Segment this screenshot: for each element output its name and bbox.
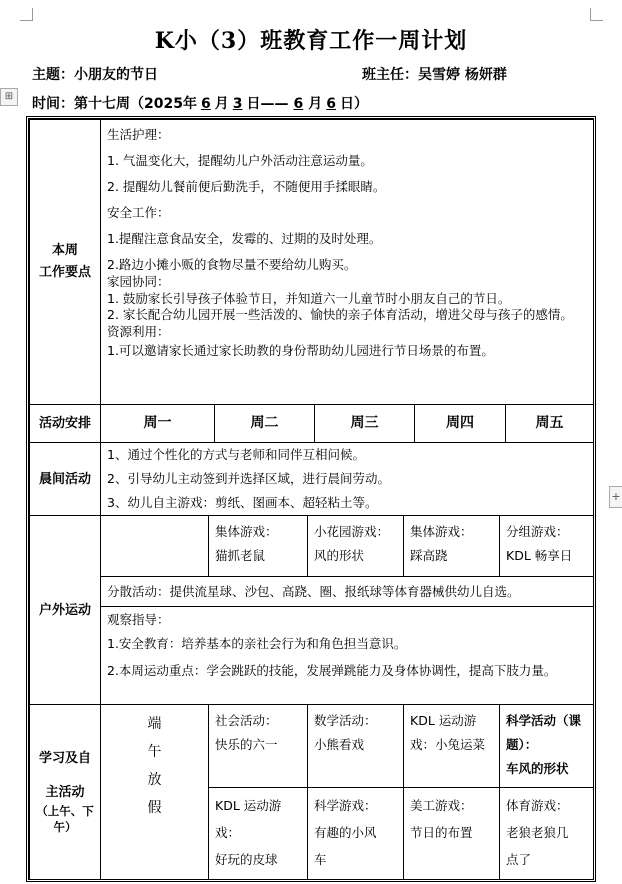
activity-type: KDL 运动游	[410, 713, 477, 728]
weekly-line: 家园协同：	[107, 274, 170, 289]
day-label: 周五	[535, 415, 564, 431]
day-label: 周二	[250, 415, 279, 431]
holiday-char: 午	[147, 744, 162, 760]
scattered-activity: 分散活动：提供流星球、沙包、高跷、圈、报纸球等体育器械供幼儿自选。	[107, 584, 520, 599]
start-day: 3	[232, 96, 243, 112]
game-name: 风的形状	[314, 548, 365, 563]
activity-name: 快乐的六一	[215, 737, 278, 752]
learning-r2-wed	[307, 787, 404, 880]
learning-r1-wed	[307, 704, 404, 788]
month-char: 月	[214, 96, 229, 112]
learning-r2-tue	[208, 787, 308, 880]
day-header-fri	[505, 404, 594, 443]
end-month: 6	[293, 96, 304, 112]
weekly-line: 资源利用：	[107, 324, 170, 339]
activity-type: 体育游戏：	[506, 798, 569, 813]
day-label: 周一	[143, 415, 172, 431]
time-line	[32, 93, 368, 113]
weekly-line: 生活护理：	[107, 127, 170, 142]
add-column-handle-icon[interactable]: +	[609, 486, 622, 508]
teacher-label: 班主任：	[362, 67, 418, 83]
learning-label-4: 午）	[53, 820, 77, 834]
start-month: 6	[200, 96, 211, 112]
activity-name-cont: 点了	[506, 852, 532, 867]
observe-title: 观察指导：	[107, 612, 170, 627]
weekly-line: 安全工作：	[107, 205, 170, 220]
game-name: 踩高跷	[410, 548, 448, 563]
activity-type: 美工游戏：	[410, 798, 473, 813]
activity-name: 车风的形状	[506, 761, 569, 776]
weekly-content-cell	[100, 119, 594, 405]
weekly-label-1: 本周	[51, 243, 78, 258]
activity-name: 小熊看戏	[314, 737, 365, 752]
activity-type: KDL 运动游	[215, 798, 282, 813]
activity-name: 有趣的小风	[314, 825, 377, 840]
learning-r1-thu	[403, 704, 500, 788]
weekly-line: 2.路边小摊小贩的食物尽量不要给幼儿购买。	[107, 257, 357, 272]
outdoor-label: 户外运动	[38, 602, 91, 618]
end-day: 6	[326, 96, 336, 112]
morning-label: 晨间活动	[38, 471, 91, 487]
teacher-line	[362, 64, 507, 84]
morning-item: 1、通过个性化的方式与老师和同伴互相问候。	[107, 447, 365, 462]
time-week: 第十七周（2025年	[74, 96, 197, 112]
teacher-value: 吴雪婷 杨妍群	[418, 67, 507, 83]
schedule-label-cell	[29, 404, 101, 443]
weekly-line: 1.可以邀请家长通过家长助教的身份帮助幼儿园进行节日场景的布置。	[107, 343, 494, 358]
day-label: 周四	[446, 415, 474, 431]
day-header-mon	[100, 404, 215, 443]
range-sep: 日——	[246, 96, 289, 112]
learning-r1-tue	[208, 704, 308, 788]
activity-name-cont: 车	[314, 852, 327, 867]
day-header-wed	[314, 404, 415, 443]
outdoor-blank-cell	[100, 515, 209, 577]
holiday-char: 端	[147, 716, 162, 732]
learning-label-3: （上午、下	[36, 804, 94, 818]
learning-label-2: 主活动	[45, 785, 85, 800]
outdoor-label-cell	[29, 515, 101, 705]
day-close: 日）	[339, 96, 368, 112]
activity-name: 好玩的皮球	[215, 852, 278, 867]
theme-value: 小朋友的节日	[74, 67, 158, 83]
outdoor-game-thu	[499, 515, 594, 577]
weekly-line: 2. 家长配合幼儿园开展一些活泼的、愉快的亲子体育活动，增进父母与孩子的感情。	[107, 307, 573, 322]
activity-type: 科学游戏：	[314, 798, 377, 813]
activity-type: 科学活动（课题）：	[506, 713, 582, 752]
activity-name: 戏：小兔运菜	[410, 737, 486, 752]
crop-mark-left	[20, 8, 33, 21]
morning-item: 3、幼儿自主游戏：剪纸、图画本、超轻粘土等。	[107, 495, 378, 510]
weekly-label-2: 工作要点	[38, 265, 91, 280]
game-name: KDL 畅享日	[506, 548, 573, 563]
weekly-line: 2. 提醒幼儿餐前便后勤洗手，不随便用手揉眼睛。	[107, 179, 386, 194]
morning-label-cell	[29, 442, 101, 516]
activity-name: 节日的布置	[410, 825, 473, 840]
game-name: 猫抓老鼠	[215, 548, 266, 563]
table-move-handle-icon[interactable]: ⊞	[0, 88, 18, 106]
day-label: 周三	[350, 415, 379, 431]
observe-item: 1.安全教育：培养基本的亲社会行为和角色担当意识。	[107, 636, 407, 651]
observe-item: 2.本周运动重点：学会跳跃的技能，发展弹跳能力及身体协调性，提高下肢力量。	[107, 663, 557, 678]
holiday-char: 放	[147, 772, 162, 788]
outdoor-game-tue	[307, 515, 404, 577]
weekly-line: 1. 气温变化大，提醒幼儿户外活动注意运动量。	[107, 153, 373, 168]
outdoor-observe-cell	[100, 606, 594, 705]
day-header-tue	[214, 404, 315, 443]
weekly-line: 1. 鼓励家长引导孩子体验节日，并知道六一儿童节时小朋友自己的节日。	[107, 291, 511, 306]
activity-type: 数学活动：	[314, 713, 377, 728]
outdoor-scattered-cell	[100, 576, 594, 607]
morning-content-cell	[100, 442, 594, 516]
game-type: 集体游戏：	[410, 524, 473, 539]
holiday-cell	[100, 704, 209, 880]
outdoor-game-mon	[208, 515, 308, 577]
schedule-label: 活动安排	[38, 416, 91, 431]
month-char-2: 月	[308, 96, 323, 112]
weekly-line: 1.提醒注意食品安全，发霉的、过期的及时处理。	[107, 231, 382, 246]
day-header-thu	[414, 404, 506, 443]
learning-r2-thu	[403, 787, 500, 880]
holiday-char: 假	[147, 800, 162, 816]
crop-mark-right	[590, 8, 603, 21]
game-type: 集体游戏：	[215, 524, 278, 539]
outdoor-game-wed	[403, 515, 500, 577]
game-type: 分组游戏：	[506, 524, 569, 539]
morning-item: 2、引导幼儿主动签到并选择区域，进行晨间劳动。	[107, 471, 390, 486]
activity-type-cont: 戏：	[215, 825, 241, 840]
time-label: 时间：	[32, 96, 74, 112]
page-title: K小（3）班教育工作一周计划	[154, 28, 468, 54]
game-type: 小花园游戏：	[314, 524, 390, 539]
theme-label: 主题：	[32, 67, 74, 83]
learning-label-1: 学习及自	[38, 751, 91, 766]
weekly-label-cell	[29, 119, 101, 405]
activity-type: 社会活动：	[215, 713, 278, 728]
learning-r1-fri	[499, 704, 594, 788]
learning-label-cell	[29, 704, 101, 880]
theme-line	[32, 64, 158, 84]
activity-name: 老狼老狼几	[506, 825, 569, 840]
learning-r2-fri	[499, 787, 594, 880]
